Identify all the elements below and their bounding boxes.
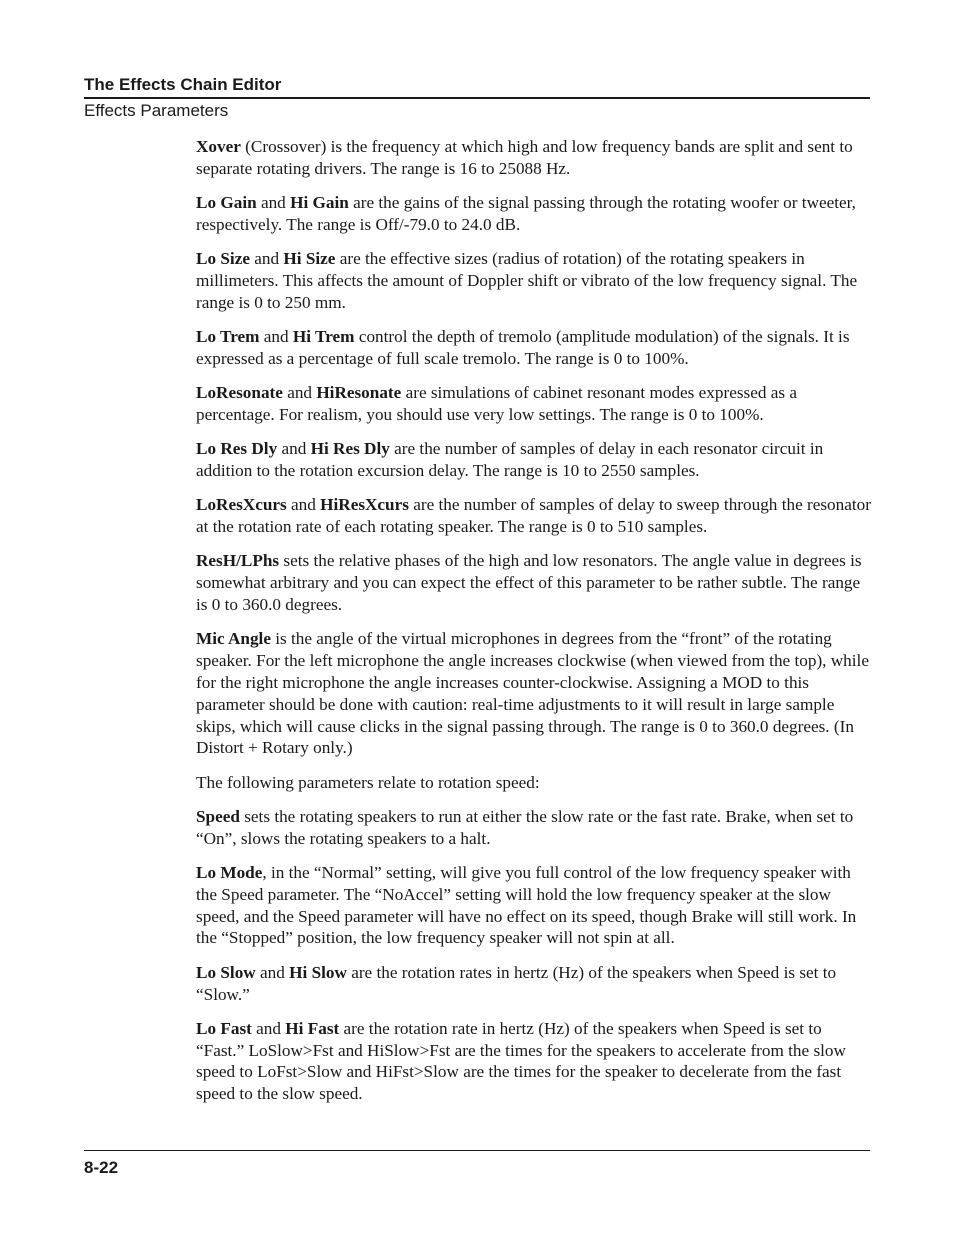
paragraph-text: , in the “Normal” setting, will give you full control of the low frequency speaker with the Speed parameter. The “NoAccel” setting will hold the low frequency speaker at the slow speed, and the Speed parameter will have no effect on its speed, though Brake will still work. In the “Stopped” position, the low frequency speaker will not spin at all. [196,863,857,948]
paragraph-text: control the depth of tremolo (amplitude modulation) of the signals. It is expressed as a percentage of full scale tremolo. The range is 0 to 100%. [196,327,850,368]
parameter-name: Lo Mode [196,863,263,883]
paragraph-text: and [286,495,321,515]
paragraph [196,862,872,949]
parameter-name: Hi Trem [292,327,355,347]
paragraph [196,248,872,313]
paragraph-text: and [256,193,291,213]
paragraph-text: are simulations of cabinet resonant modes expressed as a percentage. For realism, you should use very low settings. The range is 0 to 100%. [196,383,797,424]
paragraph-text: sets the rotating speakers to run at either the slow rate or the fast rate. Brake, when set to “On”, slows the rotating speakers to a halt. [196,806,854,848]
footer-divider [84,1150,870,1151]
parameter-name: ResH/LPhs [196,551,280,571]
parameter-name: Lo Gain [196,193,257,213]
parameter-name: Lo Fast [196,1018,252,1038]
paragraph [196,550,872,615]
paragraph-text: and [282,383,317,403]
parameter-name: Speed [196,806,240,826]
paragraph [196,962,872,1006]
paragraph [196,494,872,538]
parameter-name: Hi Slow [289,962,347,982]
parameter-name: HiResonate [316,383,402,403]
parameter-name: Lo Trem [196,327,260,347]
parameter-name: LoResXcurs [196,495,287,515]
paragraph [196,136,872,180]
paragraph-text: are the gains of the signal passing through the rotating woofer or tweeter, respectively. The range is Off/-79.0 to 24.0 dB. [196,193,856,234]
paragraph [196,772,872,794]
paragraph-text: are the effective sizes (radius of rotation) of the rotating speakers in millimeters. This affects the amount of Doppler shift or vibrato of the low frequency signal. The range is 0 to 250 mm. [196,249,858,312]
page-header-subtitle: Effects Parameters [84,101,229,120]
paragraph [196,438,872,482]
parameter-name: Hi Gain [290,193,349,213]
paragraph [196,192,872,236]
paragraph [196,628,872,759]
parameter-name: Hi Size [283,249,336,269]
page-header-title: The Effects Chain Editor [84,75,282,94]
parameter-name: Hi Res Dly [310,439,390,459]
paragraph-text: are the rotation rate in hertz (Hz) of the speakers when Speed is set to “Fast.” LoSlow>Fst and HiSlow>Fst are the times for the speakers to accelerate from the slow speed to LoFst>Slow and HiFst>Slow are the times for the speaker to decelerate from the fast speed to the slow speed. [196,1018,846,1104]
paragraph [196,382,872,426]
paragraph [196,1018,872,1105]
parameter-name: Lo Size [196,249,250,269]
paragraph-text: and [249,249,284,269]
paragraph-text: and [251,1018,286,1038]
parameter-name: Mic Angle [196,629,271,649]
parameter-name: LoResonate [196,383,283,403]
paragraph-text: are the rotation rates in hertz (Hz) of the speakers when Speed is set to “Slow.” [196,962,837,1004]
parameter-name: Lo Res Dly [196,439,278,459]
paragraph-text: are the number of samples of delay to sweep through the resonator at the rotation rate of each rotating speaker. The range is 0 to 510 samples. [196,495,871,537]
paragraph-text: sets the relative phases of the high and low resonators. The angle value in degrees is somewhat arbitrary and you can expect the effect of this parameter to be rather subtle. The range is 0 to 360.0 degrees. [196,551,862,615]
page-number: 8-22 [84,1158,119,1177]
paragraph-text: and [255,962,290,982]
parameter-name: Lo Slow [196,962,256,982]
parameter-name: Xover [196,137,241,156]
paragraph [196,806,872,850]
paragraph-text: is the angle of the virtual microphones in degrees from the “front” of the rotating speaker. For the left microphone the angle increases clockwise (when viewed from the top), while for the right microphone the angle increases counter-clockwise. Assigning a MOD to this parameter should be done with caution: real-time adjustments to it will result in large sample skips, which will cause clicks in the signal passing through. The range is 0 to 360.0 degrees. (In Distort + Rotary only.) [196,629,869,758]
paragraph-text: The following parameters relate to rotation speed: [196,772,540,792]
parameter-name: Hi Fast [285,1018,340,1038]
header-divider [84,97,870,99]
parameter-name: HiResXcurs [320,495,409,515]
paragraph-text: are the number of samples of delay in each resonator circuit in addition to the rotation excursion delay. The range is 10 to 2550 samples. [196,439,824,481]
paragraph-text: (Crossover) is the frequency at which high and low frequency bands are split and sent to separate rotating drivers. The range is 16 to 25088 Hz. [196,137,853,178]
paragraph [196,326,872,370]
paragraph-text: and [277,439,311,459]
body-text [196,136,872,1117]
paragraph-text: and [259,327,293,347]
